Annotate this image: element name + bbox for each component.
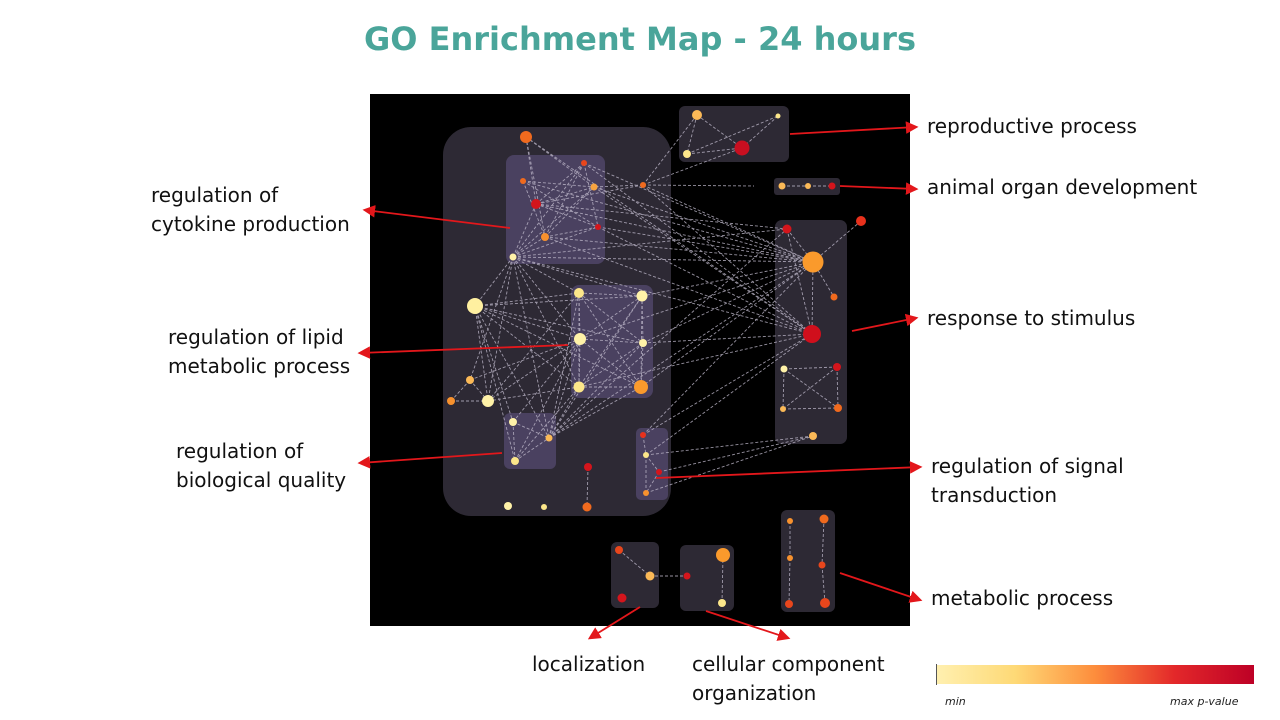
label-line-2: organization [692, 681, 817, 705]
arrow-lipid [360, 345, 568, 353]
label-line-1: cellular component [692, 652, 885, 676]
arrow-reproductive [790, 127, 916, 134]
arrow-cytokine [365, 210, 510, 228]
legend-min-label: min [945, 695, 966, 708]
label-regulation-of-lipid-metabolic-process [168, 323, 350, 381]
arrow-biological-quality [360, 453, 502, 463]
page-title: GO Enrichment Map - 24 hours [364, 20, 916, 58]
label-localization: localization [532, 652, 646, 676]
p-value-legend-bar [936, 665, 1254, 684]
legend-max-label: max p-value [1170, 695, 1239, 708]
arrow-localization [590, 607, 640, 638]
label-line-1: regulation of [176, 439, 304, 463]
label-line-2: cytokine production [151, 212, 350, 236]
label-regulation-of-cytokine-production [151, 181, 350, 239]
arrow-animal-organ [840, 186, 916, 189]
label-cellular-component-organization [692, 650, 885, 708]
arrow-cellular-component [706, 611, 788, 638]
label-line-2: transduction [931, 483, 1058, 507]
legend-tick [936, 664, 937, 685]
label-line-2: biological quality [176, 468, 347, 492]
label-regulation-of-signal-transduction [931, 452, 1124, 510]
label-metabolic-process: metabolic process [931, 586, 1114, 610]
label-line-1: regulation of lipid [168, 325, 344, 349]
label-animal-organ-development: animal organ development [927, 175, 1198, 199]
arrow-metabolic [840, 573, 920, 600]
label-line-1: regulation of [151, 183, 279, 207]
label-response-to-stimulus: response to stimulus [927, 306, 1136, 330]
label-line-2: metabolic process [168, 354, 351, 378]
label-regulation-of-biological-quality [176, 437, 346, 495]
arrow-signal-transduction [656, 467, 920, 478]
label-reproductive-process: reproductive process [927, 114, 1137, 138]
arrow-stimulus [852, 318, 916, 331]
label-line-1: regulation of signal [931, 454, 1124, 478]
